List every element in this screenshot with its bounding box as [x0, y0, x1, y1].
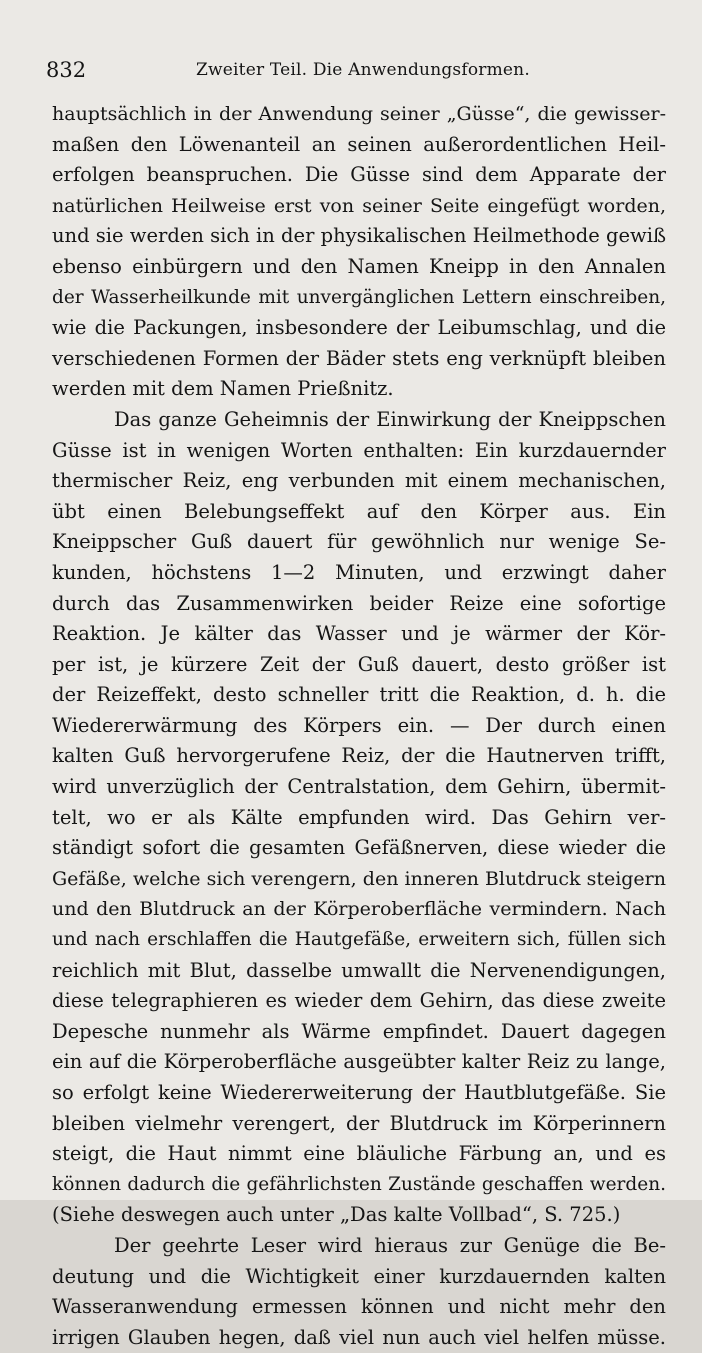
text-line: und nach erschlaffen die Hautgefäße, erweitern sich, füllen sich — [52, 929, 666, 951]
text-line: Der geehrte Leser wird hieraus zur Genüge die Be- — [114, 1233, 666, 1257]
text-line: verschiedenen Formen der Bäder stets eng verknüpft bleiben — [52, 346, 666, 370]
page-header — [46, 58, 654, 92]
text-line: kalten Guß hervorgerufene Reiz, der die Hautnerven trifft, — [52, 744, 666, 768]
text-line: wie die Packungen, insbesondere der Leibumschlag, und die — [52, 316, 666, 340]
text-line: maßen den Löwenanteil an seinen außerordentlichen Heil- — [52, 132, 666, 156]
text-line: kunden, höchstens 1—2 Minuten, und erzwingt daher — [52, 560, 666, 584]
text-line: diese telegraphieren es wieder dem Gehirn, das diese zweite — [52, 989, 666, 1013]
text-line: Kneippscher Guß dauert für gewöhnlich nur wenige Se- — [52, 530, 666, 554]
text-line: ein auf die Körperoberfläche ausgeübter kalter Reiz zu lange, — [52, 1050, 666, 1074]
text-line: telt, wo er als Kälte empfunden wird. Das Gehirn ver- — [52, 805, 666, 829]
body-text — [52, 99, 666, 1353]
text-line: wird unverzüglich der Centralstation, dem Gehirn, übermit- — [52, 775, 666, 799]
text-line: so erfolgt keine Wiedererweiterung der Hautblutgefäße. Sie — [52, 1081, 666, 1104]
text-line: bleiben vielmehr verengert, der Blutdruck im Körperinnern — [52, 1111, 666, 1135]
text-line: Wasseranwendung ermessen können und nicht mehr den — [52, 1295, 666, 1319]
text-line: ständigt sofort die gesamten Gefäßnerven, diese wieder die — [52, 836, 666, 860]
text-line: Güsse ist in wenigen Worten enthalten: Ein kurzdauernder — [52, 438, 666, 462]
running-head: Zweiter Teil. Die Anwendungsformen. — [196, 60, 530, 80]
text-line: Reaktion. Je kälter das Wasser und je wärmer der Kör- — [52, 622, 666, 646]
text-line: natürlichen Heilweise erst von seiner Seite eingefügt worden, — [52, 194, 666, 217]
page-number: 832 — [46, 58, 87, 82]
text-line: Gefäße, welche sich verengern, den inneren Blutdruck steigern — [52, 867, 666, 890]
text-line: der Wasserheilkunde mit unvergänglichen Lettern einschreiben, — [52, 286, 666, 308]
text-line: steigt, die Haut nimmt eine bläuliche Färbung an, und es — [52, 1142, 666, 1166]
text-line: Wiedererwärmung des Körpers ein. — Der durch einen — [52, 713, 666, 737]
text-line: irrigen Glauben hegen, daß viel nun auch viel helfen müsse. — [52, 1325, 666, 1349]
text-line: hauptsächlich in der Anwendung seiner „Güsse“, die gewisser- — [52, 103, 666, 125]
text-line: werden mit dem Namen Prießnitz. — [52, 377, 394, 401]
text-line: Depesche nunmehr als Wärme empfindet. Dauert dagegen — [52, 1019, 666, 1043]
text-line: ebenso einbürgern und den Namen Kneipp in den Annalen — [52, 254, 666, 278]
text-line: Das ganze Geheimnis der Einwirkung der Kneippschen — [114, 407, 666, 431]
text-line: übt einen Belebungseffekt auf den Körper aus. Ein — [52, 499, 666, 523]
text-line: reichlich mit Blut, dasselbe umwallt die Nervenendigungen, — [52, 958, 666, 982]
text-line: (Siehe deswegen auch unter „Das kalte Vollbad“, S. 725.) — [52, 1203, 621, 1227]
text-line: durch das Zusammenwirken beider Reize eine sofortige — [52, 591, 666, 615]
text-line: der Reizeffekt, desto schneller tritt die Reaktion, d. h. die — [52, 683, 666, 707]
text-line: können dadurch die gefährlichsten Zustände geschaffen werden. — [52, 1173, 666, 1195]
text-line: per ist, je kürzere Zeit der Guß dauert, desto größer ist — [52, 652, 666, 676]
text-line: und sie werden sich in der physikalischen Heilmethode gewiß — [52, 224, 666, 248]
text-line: und den Blutdruck an der Körperoberfläche vermindern. Nach — [52, 898, 666, 921]
text-line: deutung und die Wichtigkeit einer kurzdauernden kalten — [52, 1264, 666, 1288]
text-line: erfolgen beanspruchen. Die Güsse sind dem Apparate der — [52, 163, 666, 187]
text-line: thermischer Reiz, eng verbunden mit einem mechanischen, — [52, 469, 666, 493]
